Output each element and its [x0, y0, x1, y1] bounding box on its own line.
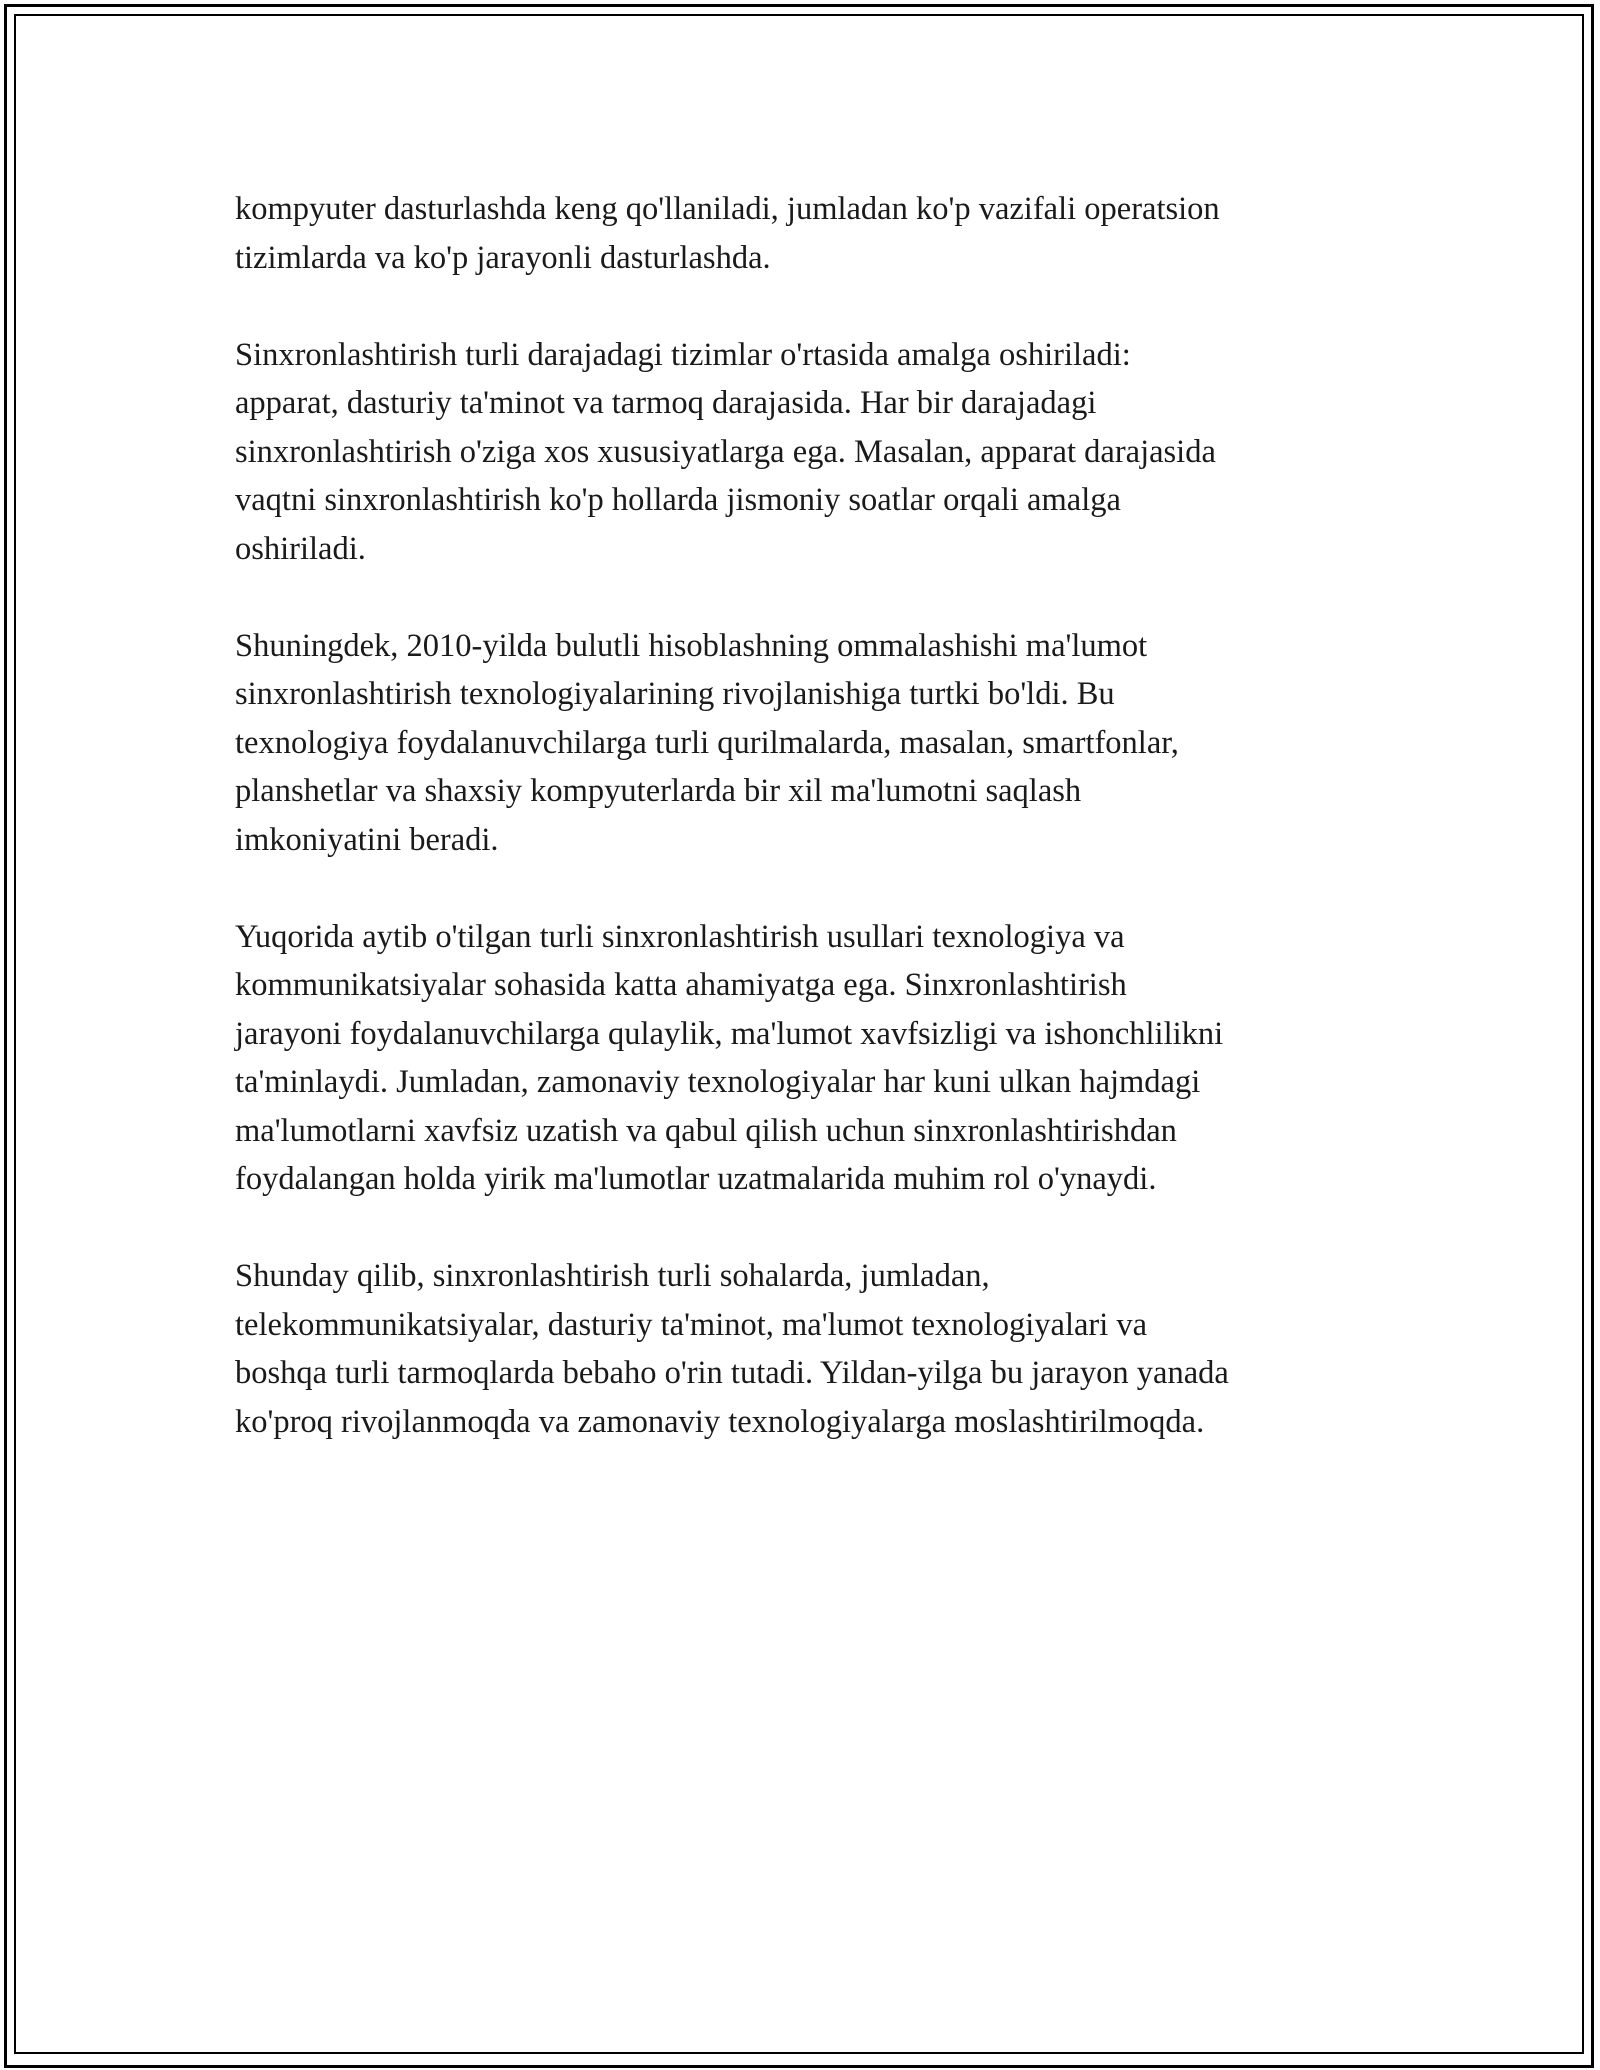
paragraph-5: Shunday qilib, sinxronlashtirish turli sohalarda, jumladan, telekommunikatsiyalar, dasturiy ta'minot, ma'lumot texnologiyalari va boshqa turli tarmoqlarda bebaho o'rin tutadi. Yildan-yilga bu jarayon yanada ko'proq rivojlanmoqda va zamonaviy texnologiyalarga moslashtirilmoqda.	[235, 1258, 1229, 1440]
paragraph-1: kompyuter dasturlashda keng qo'llaniladi, jumladan ko'p vazifali operatsion tizimlarda va ko'p jarayonli dasturlashda.	[235, 191, 1220, 276]
paragraph-2: Sinxronlashtirish turli darajadagi tizimlar o'rtasida amalga oshiriladi: apparat, dasturiy ta'minot va tarmoq darajasida. Har bir darajadagi sinxronlashtirish o'ziga xos xususiyatlarga ega. Masalan, apparat darajasida vaqtni sinxronlashtirish ko'p hollarda jismoniy soatlar orqali amalga oshiriladi.	[235, 336, 1216, 567]
document-body	[235, 185, 1375, 1495]
paragraph-3: Shuningdek, 2010-yilda bulutli hisoblashning ommalashishi ma'lumot sinxronlashtirish texnologiyalarining rivojlanishiga turtki bo'ldi. Bu texnologiya foydalanuvchilarga turli qurilmalarda, masalan, smartfonlar, planshetlar va shaxsiy kompyuterlarda bir xil ma'lumotni saqlash imkoniyatini beradi.	[235, 627, 1179, 858]
paragraph-4: Yuqorida aytib o'tilgan turli sinxronlashtirish usullari texnologiya va kommunikatsiyalar sohasida katta ahamiyatga ega. Sinxronlashtirish jarayoni foydalanuvchilarga qulaylik, ma'lumot xavfsizligi va ishonchlilikni ta'minlaydi. Jumladan, zamonaviy texnologiyalar har kuni ulkan hajmdagi ma'lumotlarni xavfsiz uzatish va qabul qilish uchun sinxronlashtirishdan foydalangan holda yirik ma'lumotlar uzatmalarida muhim rol o'ynaydi.	[235, 918, 1224, 1197]
